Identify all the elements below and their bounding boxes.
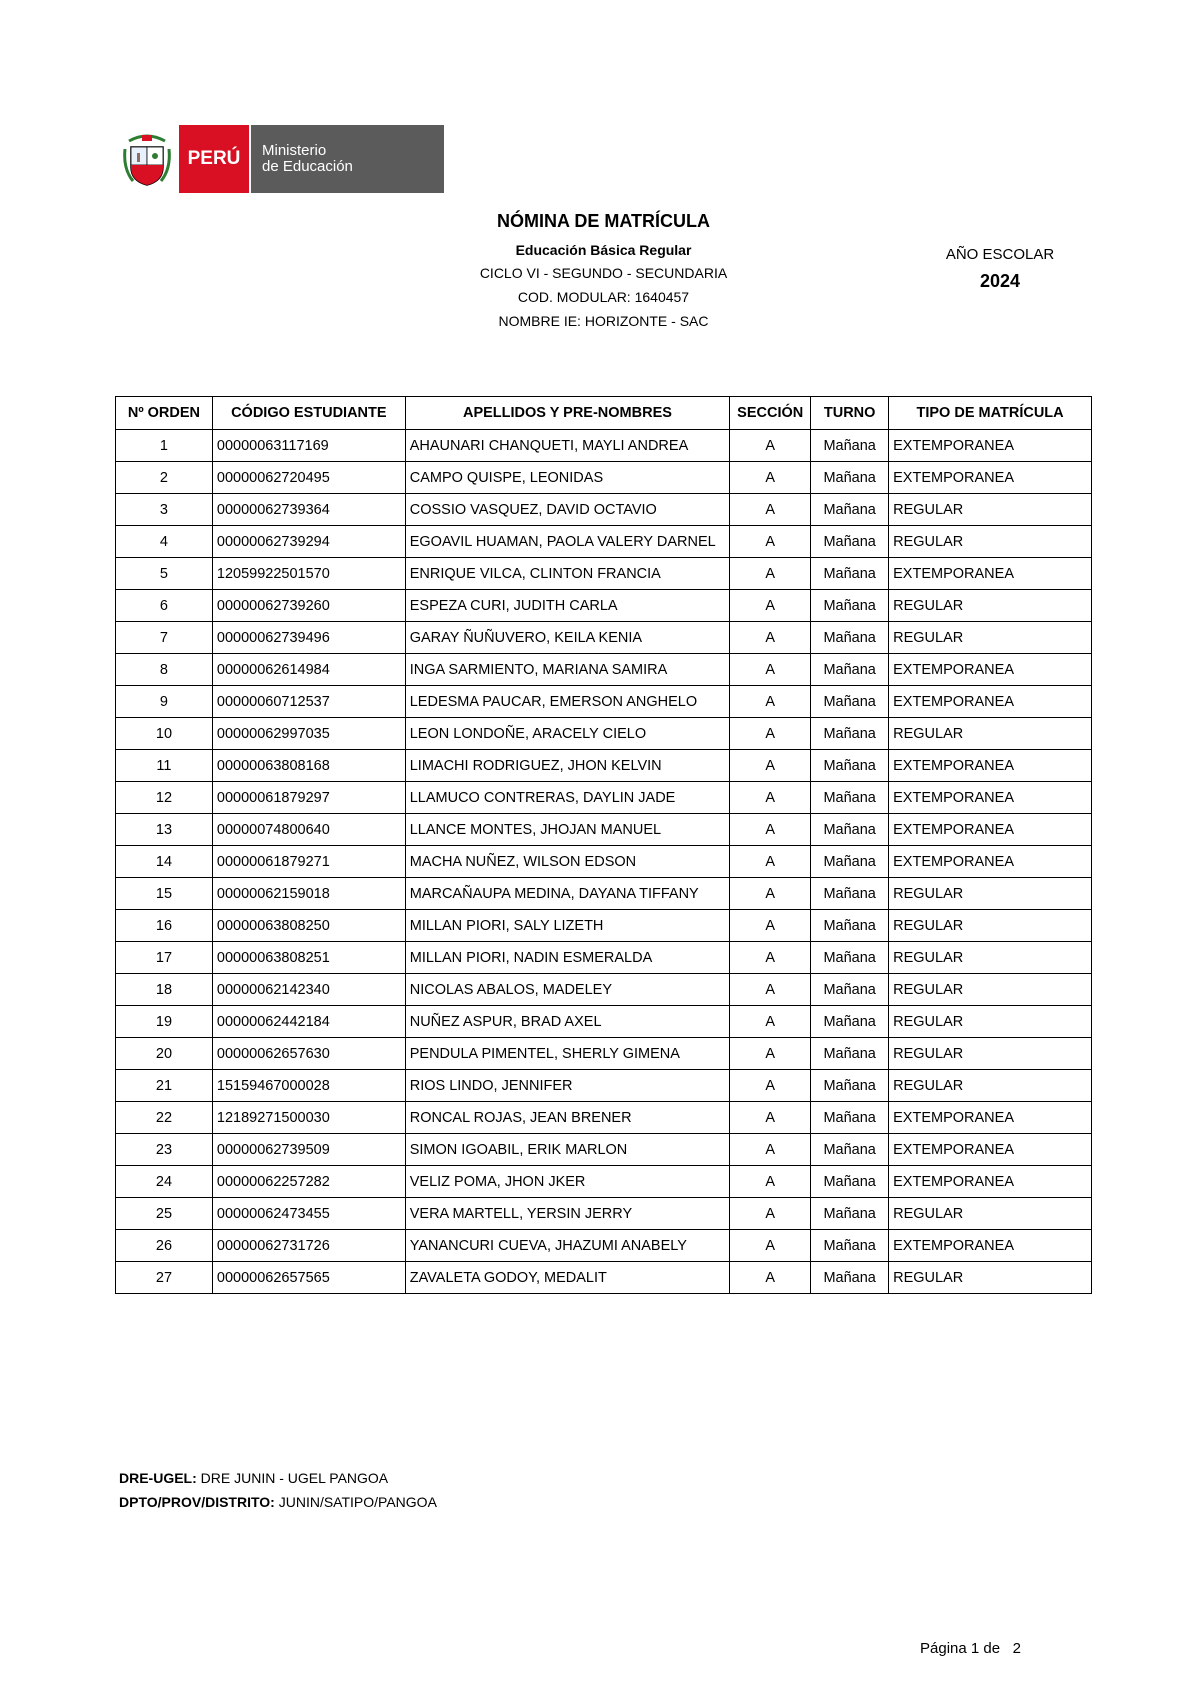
cell-section: A xyxy=(730,494,811,526)
cell-student-code: 00000062739260 xyxy=(212,590,405,622)
cell-student-code: 00000062159018 xyxy=(212,878,405,910)
cell-enrollment-type: EXTEMPORANEA xyxy=(889,750,1092,782)
cell-shift: Mañana xyxy=(811,1102,889,1134)
cell-shift: Mañana xyxy=(811,910,889,942)
cell-order: 12 xyxy=(116,782,213,814)
cell-shift: Mañana xyxy=(811,974,889,1006)
cell-full-name: MILLAN PIORI, NADIN ESMERALDA xyxy=(405,942,729,974)
cell-order: 19 xyxy=(116,1006,213,1038)
cell-section: A xyxy=(730,1102,811,1134)
table-row xyxy=(116,654,1092,686)
cell-shift: Mañana xyxy=(811,814,889,846)
cell-full-name: COSSIO VASQUEZ, DAVID OCTAVIO xyxy=(405,494,729,526)
table-row xyxy=(116,718,1092,750)
page-number: Página 1 de 2 xyxy=(920,1640,1021,1657)
cell-shift: Mañana xyxy=(811,846,889,878)
cell-shift: Mañana xyxy=(811,782,889,814)
cell-enrollment-type: EXTEMPORANEA xyxy=(889,782,1092,814)
cell-shift: Mañana xyxy=(811,1230,889,1262)
cell-shift: Mañana xyxy=(811,1038,889,1070)
cell-full-name: ESPEZA CURI, JUDITH CARLA xyxy=(405,590,729,622)
cell-shift: Mañana xyxy=(811,526,889,558)
header-section: SECCIÓN xyxy=(730,397,811,430)
cell-section: A xyxy=(730,526,811,558)
cell-section: A xyxy=(730,750,811,782)
header-enrollment-type: TIPO DE MATRÍCULA xyxy=(889,397,1092,430)
cell-full-name: ENRIQUE VILCA, CLINTON FRANCIA xyxy=(405,558,729,590)
cell-order: 3 xyxy=(116,494,213,526)
cell-student-code: 15159467000028 xyxy=(212,1070,405,1102)
cell-order: 7 xyxy=(116,622,213,654)
logo-peru-text: PERÚ xyxy=(179,125,249,193)
table-row xyxy=(116,622,1092,654)
cell-enrollment-type: EXTEMPORANEA xyxy=(889,1102,1092,1134)
cell-section: A xyxy=(730,1262,811,1294)
cell-full-name: LLANCE MONTES, JHOJAN MANUEL xyxy=(405,814,729,846)
cell-full-name: AHAUNARI CHANQUETI, MAYLI ANDREA xyxy=(405,430,729,462)
cell-order: 13 xyxy=(116,814,213,846)
cell-section: A xyxy=(730,654,811,686)
cell-section: A xyxy=(730,1038,811,1070)
cell-student-code: 00000063808251 xyxy=(212,942,405,974)
cell-student-code: 00000062473455 xyxy=(212,1198,405,1230)
school-year: 2024 xyxy=(979,271,1021,291)
cell-order: 10 xyxy=(116,718,213,750)
school-name: NOMBRE IE: HORIZONTE - SAC xyxy=(498,313,709,329)
cell-section: A xyxy=(730,878,811,910)
cell-order: 11 xyxy=(116,750,213,782)
cell-student-code: 12189271500030 xyxy=(212,1102,405,1134)
cell-section: A xyxy=(730,558,811,590)
table-row xyxy=(116,526,1092,558)
table-row xyxy=(116,846,1092,878)
cell-enrollment-type: EXTEMPORANEA xyxy=(889,462,1092,494)
cell-shift: Mañana xyxy=(811,1166,889,1198)
cell-full-name: GARAY ÑUÑUVERO, KEILA KENIA xyxy=(405,622,729,654)
cell-enrollment-type: REGULAR xyxy=(889,622,1092,654)
cell-enrollment-type: REGULAR xyxy=(889,910,1092,942)
cell-section: A xyxy=(730,910,811,942)
header-full-name: APELLIDOS Y PRE-NOMBRES xyxy=(405,397,729,430)
table-row xyxy=(116,686,1092,718)
cell-full-name: NICOLAS ABALOS, MADELEY xyxy=(405,974,729,1006)
cell-student-code: 00000074800640 xyxy=(212,814,405,846)
cell-full-name: CAMPO QUISPE, LEONIDAS xyxy=(405,462,729,494)
location-value: JUNIN/SATIPO/PANGOA xyxy=(278,1494,437,1510)
cell-order: 9 xyxy=(116,686,213,718)
enrollment-table xyxy=(115,396,1092,1294)
document-subtitle: Educación Básica Regular xyxy=(515,242,692,258)
header-student-code: CÓDIGO ESTUDIANTE xyxy=(212,397,405,430)
header-shift: TURNO xyxy=(811,397,889,430)
cell-section: A xyxy=(730,1134,811,1166)
cell-enrollment-type: REGULAR xyxy=(889,974,1092,1006)
cell-section: A xyxy=(730,622,811,654)
cell-shift: Mañana xyxy=(811,654,889,686)
cell-enrollment-type: EXTEMPORANEA xyxy=(889,1134,1092,1166)
table-row xyxy=(116,750,1092,782)
cell-shift: Mañana xyxy=(811,558,889,590)
cell-full-name: LEDESMA PAUCAR, EMERSON ANGHELO xyxy=(405,686,729,718)
header-order: Nº ORDEN xyxy=(116,397,213,430)
cell-section: A xyxy=(730,1166,811,1198)
cell-order: 25 xyxy=(116,1198,213,1230)
cell-student-code: 00000062720495 xyxy=(212,462,405,494)
cell-order: 23 xyxy=(116,1134,213,1166)
cell-full-name: SIMON IGOABIL, ERIK MARLON xyxy=(405,1134,729,1166)
cell-student-code: 00000063117169 xyxy=(212,430,405,462)
cell-enrollment-type: REGULAR xyxy=(889,1262,1092,1294)
cell-shift: Mañana xyxy=(811,462,889,494)
table-row xyxy=(116,462,1092,494)
cell-order: 14 xyxy=(116,846,213,878)
cell-section: A xyxy=(730,1006,811,1038)
school-year-label: AÑO ESCOLAR xyxy=(945,246,1055,263)
cell-student-code: 00000062739496 xyxy=(212,622,405,654)
cell-full-name: VELIZ POMA, JHON JKER xyxy=(405,1166,729,1198)
cell-enrollment-type: REGULAR xyxy=(889,718,1092,750)
location-info xyxy=(119,1494,437,1510)
ministry-logo xyxy=(117,125,444,193)
cell-enrollment-type: EXTEMPORANEA xyxy=(889,686,1092,718)
table-row xyxy=(116,974,1092,1006)
table-row xyxy=(116,814,1092,846)
cell-enrollment-type: EXTEMPORANEA xyxy=(889,1166,1092,1198)
cell-student-code: 00000062731726 xyxy=(212,1230,405,1262)
cell-student-code: 00000063808250 xyxy=(212,910,405,942)
cell-shift: Mañana xyxy=(811,878,889,910)
dre-ugel-label: DRE-UGEL: xyxy=(119,1470,197,1486)
cell-shift: Mañana xyxy=(811,1006,889,1038)
cell-shift: Mañana xyxy=(811,1262,889,1294)
cell-order: 15 xyxy=(116,878,213,910)
cell-shift: Mañana xyxy=(811,942,889,974)
cell-section: A xyxy=(730,1070,811,1102)
table-row xyxy=(116,942,1092,974)
logo-ministry-line1: Ministerio xyxy=(262,142,327,159)
table-row xyxy=(116,1134,1092,1166)
cell-enrollment-type: REGULAR xyxy=(889,942,1092,974)
cell-full-name: INGA SARMIENTO, MARIANA SAMIRA xyxy=(405,654,729,686)
cell-student-code: 00000062657565 xyxy=(212,1262,405,1294)
cell-section: A xyxy=(730,718,811,750)
cell-section: A xyxy=(730,462,811,494)
cell-shift: Mañana xyxy=(811,718,889,750)
cell-order: 21 xyxy=(116,1070,213,1102)
cell-order: 8 xyxy=(116,654,213,686)
cell-order: 6 xyxy=(116,590,213,622)
cell-section: A xyxy=(730,846,811,878)
cell-full-name: LLAMUCO CONTRERAS, DAYLIN JADE xyxy=(405,782,729,814)
table-header-row xyxy=(116,397,1092,430)
cell-full-name: RIOS LINDO, JENNIFER xyxy=(405,1070,729,1102)
cell-section: A xyxy=(730,782,811,814)
cell-student-code: 00000061879271 xyxy=(212,846,405,878)
cell-student-code: 00000061879297 xyxy=(212,782,405,814)
cell-enrollment-type: EXTEMPORANEA xyxy=(889,1230,1092,1262)
table-row xyxy=(116,1006,1092,1038)
table-row xyxy=(116,910,1092,942)
table-row xyxy=(116,590,1092,622)
cell-order: 4 xyxy=(116,526,213,558)
cell-enrollment-type: EXTEMPORANEA xyxy=(889,558,1092,590)
table-row xyxy=(116,782,1092,814)
dre-ugel-value: DRE JUNIN - UGEL PANGOA xyxy=(200,1470,389,1486)
cell-student-code: 00000062614984 xyxy=(212,654,405,686)
cell-section: A xyxy=(730,942,811,974)
cell-section: A xyxy=(730,590,811,622)
table-row xyxy=(116,1230,1092,1262)
cell-enrollment-type: REGULAR xyxy=(889,494,1092,526)
table-row xyxy=(116,1070,1092,1102)
cell-order: 24 xyxy=(116,1166,213,1198)
cell-shift: Mañana xyxy=(811,622,889,654)
cell-student-code: 00000062739364 xyxy=(212,494,405,526)
cell-full-name: MARCAÑAUPA MEDINA, DAYANA TIFFANY xyxy=(405,878,729,910)
cell-order: 22 xyxy=(116,1102,213,1134)
dre-ugel-info xyxy=(119,1470,388,1486)
cell-shift: Mañana xyxy=(811,590,889,622)
cell-section: A xyxy=(730,686,811,718)
table-row xyxy=(116,558,1092,590)
cell-order: 2 xyxy=(116,462,213,494)
cell-shift: Mañana xyxy=(811,1198,889,1230)
cell-full-name: MACHA NUÑEZ, WILSON EDSON xyxy=(405,846,729,878)
cell-full-name: RONCAL ROJAS, JEAN BRENER xyxy=(405,1102,729,1134)
cell-shift: Mañana xyxy=(811,430,889,462)
table-row xyxy=(116,430,1092,462)
document-title: NÓMINA DE MATRÍCULA xyxy=(497,211,710,231)
cell-shift: Mañana xyxy=(811,1134,889,1166)
cell-student-code: 00000062442184 xyxy=(212,1006,405,1038)
cell-full-name: LEON LONDOÑE, ARACELY CIELO xyxy=(405,718,729,750)
cell-enrollment-type: EXTEMPORANEA xyxy=(889,814,1092,846)
cell-full-name: EGOAVIL HUAMAN, PAOLA VALERY DARNEL xyxy=(405,526,729,558)
cell-full-name: MILLAN PIORI, SALY LIZETH xyxy=(405,910,729,942)
cell-student-code: 00000062657630 xyxy=(212,1038,405,1070)
cell-student-code: 00000062997035 xyxy=(212,718,405,750)
cell-section: A xyxy=(730,974,811,1006)
cell-enrollment-type: EXTEMPORANEA xyxy=(889,654,1092,686)
cell-order: 5 xyxy=(116,558,213,590)
cell-order: 27 xyxy=(116,1262,213,1294)
coat-of-arms-icon xyxy=(117,125,177,193)
table-row xyxy=(116,1166,1092,1198)
cell-student-code: 00000063808168 xyxy=(212,750,405,782)
cell-section: A xyxy=(730,1230,811,1262)
cell-section: A xyxy=(730,1198,811,1230)
cell-enrollment-type: REGULAR xyxy=(889,878,1092,910)
cell-order: 18 xyxy=(116,974,213,1006)
cell-order: 16 xyxy=(116,910,213,942)
cell-enrollment-type: REGULAR xyxy=(889,1038,1092,1070)
cell-full-name: ZAVALETA GODOY, MEDALIT xyxy=(405,1262,729,1294)
cell-order: 17 xyxy=(116,942,213,974)
cell-section: A xyxy=(730,430,811,462)
cell-enrollment-type: REGULAR xyxy=(889,1006,1092,1038)
table-row xyxy=(116,1038,1092,1070)
cell-enrollment-type: REGULAR xyxy=(889,526,1092,558)
cell-student-code: 00000062739509 xyxy=(212,1134,405,1166)
cell-full-name: NUÑEZ ASPUR, BRAD AXEL xyxy=(405,1006,729,1038)
table-row xyxy=(116,1198,1092,1230)
cell-student-code: 00000060712537 xyxy=(212,686,405,718)
logo-ministry-line2: de Educación xyxy=(262,158,353,175)
table-row xyxy=(116,1262,1092,1294)
cell-shift: Mañana xyxy=(811,1070,889,1102)
cell-enrollment-type: REGULAR xyxy=(889,1070,1092,1102)
cell-section: A xyxy=(730,814,811,846)
table-row xyxy=(116,878,1092,910)
cell-enrollment-type: REGULAR xyxy=(889,1198,1092,1230)
cell-order: 20 xyxy=(116,1038,213,1070)
table-row xyxy=(116,1102,1092,1134)
cell-enrollment-type: REGULAR xyxy=(889,590,1092,622)
location-label: DPTO/PROV/DISTRITO: xyxy=(119,1494,275,1510)
modular-code: COD. MODULAR: 1640457 xyxy=(517,289,690,305)
cell-student-code: 12059922501570 xyxy=(212,558,405,590)
cell-full-name: PENDULA PIMENTEL, SHERLY GIMENA xyxy=(405,1038,729,1070)
cell-full-name: VERA MARTELL, YERSIN JERRY xyxy=(405,1198,729,1230)
cell-full-name: LIMACHI RODRIGUEZ, JHON KELVIN xyxy=(405,750,729,782)
cell-enrollment-type: EXTEMPORANEA xyxy=(889,846,1092,878)
cycle-line: CICLO VI - SEGUNDO - SECUNDARIA xyxy=(479,265,728,281)
cell-order: 1 xyxy=(116,430,213,462)
cell-student-code: 00000062739294 xyxy=(212,526,405,558)
cell-shift: Mañana xyxy=(811,686,889,718)
cell-enrollment-type: EXTEMPORANEA xyxy=(889,430,1092,462)
cell-shift: Mañana xyxy=(811,750,889,782)
table-row xyxy=(116,494,1092,526)
cell-full-name: YANANCURI CUEVA, JHAZUMI ANABELY xyxy=(405,1230,729,1262)
cell-order: 26 xyxy=(116,1230,213,1262)
cell-student-code: 00000062142340 xyxy=(212,974,405,1006)
logo-ministry-text xyxy=(249,125,444,193)
cell-student-code: 00000062257282 xyxy=(212,1166,405,1198)
cell-shift: Mañana xyxy=(811,494,889,526)
